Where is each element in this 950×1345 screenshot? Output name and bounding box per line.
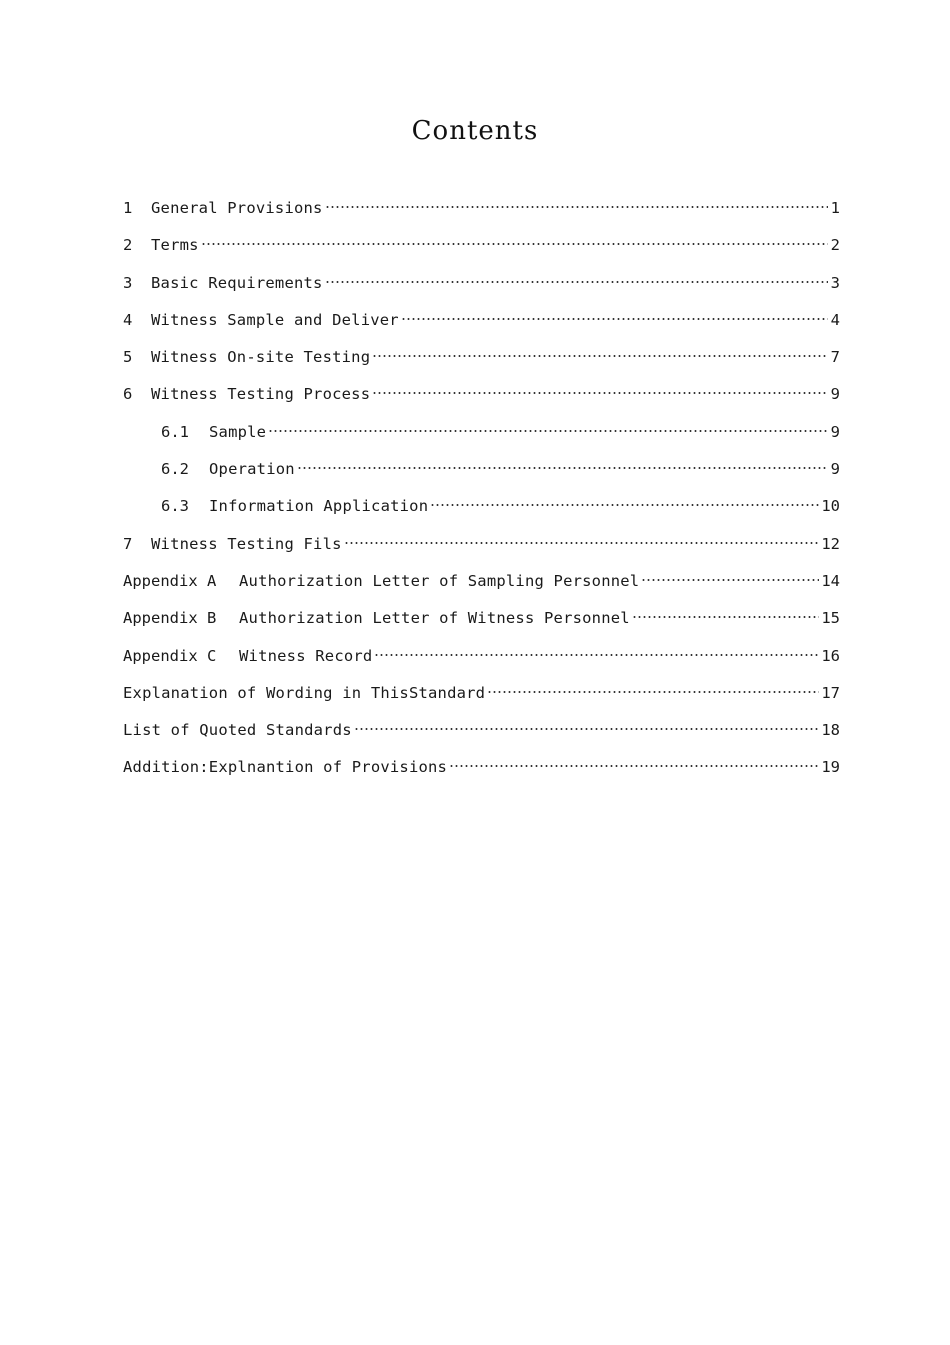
- toc-entry-number: 5: [123, 348, 133, 367]
- toc-entry-appendix-b[interactable]: [123, 609, 840, 646]
- dot-leader: [401, 317, 828, 321]
- toc-entry-page: 18: [821, 721, 840, 740]
- toc-entry-2[interactable]: [123, 236, 840, 273]
- dot-leader: [201, 242, 828, 246]
- toc-entry-explanation-of-provisions[interactable]: [123, 758, 840, 795]
- toc-entry-page: 15: [821, 609, 840, 628]
- toc-entry-number: 7: [123, 534, 133, 553]
- toc-entry-page: 16: [821, 646, 840, 665]
- toc-entry-label: Witness Testing Process: [151, 385, 371, 404]
- toc-entry-label: Terms: [151, 236, 199, 255]
- toc-entry-page: 9: [830, 385, 840, 404]
- toc-entry-6[interactable]: [123, 385, 840, 422]
- toc-entry-quoted-standards[interactable]: [123, 721, 840, 758]
- toc-entry-page: 3: [830, 273, 840, 292]
- toc-entry-label: Explanation of Wording in ThisStandard: [123, 683, 486, 702]
- toc-entry-explanation-of-wording[interactable]: [123, 684, 840, 721]
- dot-leader: [641, 578, 819, 582]
- table-of-contents: [123, 199, 840, 796]
- toc-entry-page: 17: [821, 683, 840, 702]
- toc-entry-label: Authorization Letter of Sampling Personnel: [239, 571, 640, 590]
- toc-entry-4[interactable]: [123, 311, 840, 348]
- toc-entry-label: Witness Sample and Deliver: [151, 310, 399, 329]
- toc-entry-label: Operation: [209, 460, 295, 479]
- dot-leader: [354, 727, 820, 731]
- toc-entry-label: Information Application: [209, 497, 429, 516]
- dot-leader: [487, 690, 819, 694]
- toc-entry-label: List of Quoted Standards: [123, 721, 352, 740]
- toc-entry-number: Appendix A: [123, 571, 217, 590]
- toc-entry-number: Appendix C: [123, 646, 217, 665]
- toc-entry-page: 9: [830, 422, 840, 441]
- toc-entry-label: Authorization Letter of Witness Personnel: [239, 609, 630, 628]
- toc-entry-label: Witness Record: [239, 646, 373, 665]
- toc-entry-page: 19: [821, 758, 840, 777]
- dot-leader: [325, 280, 828, 284]
- toc-entry-number: 1: [123, 199, 133, 217]
- toc-entry-3[interactable]: [123, 274, 840, 311]
- toc-entry-appendix-c[interactable]: [123, 647, 840, 684]
- toc-entry-page: 14: [821, 571, 840, 590]
- toc-entry-1[interactable]: [123, 199, 840, 236]
- toc-entry-page: 10: [821, 497, 840, 516]
- dot-leader: [372, 354, 828, 358]
- toc-entry-number: 6.2: [161, 460, 189, 479]
- toc-entry-5[interactable]: [123, 348, 840, 385]
- toc-entry-page: 12: [821, 534, 840, 553]
- dot-leader: [449, 764, 819, 768]
- toc-entry-page: 4: [830, 310, 840, 329]
- toc-entry-page: 7: [830, 348, 840, 367]
- toc-entry-7[interactable]: [123, 535, 840, 572]
- dot-leader: [632, 615, 820, 619]
- toc-entry-label: Witness On-site Testing: [151, 348, 371, 367]
- toc-entry-appendix-a[interactable]: [123, 572, 840, 609]
- toc-entry-6-3[interactable]: [123, 497, 840, 534]
- toc-entry-number: 2: [123, 236, 133, 255]
- page-title: Contents: [411, 116, 539, 146]
- dot-leader: [325, 205, 828, 209]
- toc-entry-page: 2: [830, 236, 840, 255]
- toc-entry-label: General Provisions: [151, 199, 323, 217]
- dot-leader: [372, 391, 828, 395]
- toc-entry-page: 1: [830, 199, 840, 217]
- toc-entry-label: Addition:Explnantion of Provisions: [123, 758, 448, 777]
- toc-entry-number: 6.3: [161, 497, 189, 516]
- dot-leader: [268, 429, 828, 433]
- toc-entry-page: 9: [830, 460, 840, 479]
- toc-entry-6-1[interactable]: [123, 423, 840, 460]
- toc-entry-number: 6.1: [161, 422, 189, 441]
- dot-leader: [344, 541, 820, 545]
- toc-entry-number: 4: [123, 310, 133, 329]
- toc-entry-number: 3: [123, 273, 133, 292]
- toc-entry-number: Appendix B: [123, 609, 217, 628]
- dot-leader: [374, 653, 819, 657]
- toc-entry-number: 6: [123, 385, 133, 404]
- toc-entry-6-2[interactable]: [123, 460, 840, 497]
- toc-entry-label: Basic Requirements: [151, 273, 323, 292]
- dot-leader: [430, 503, 819, 507]
- toc-entry-label: Sample: [209, 422, 267, 441]
- dot-leader: [297, 466, 828, 470]
- toc-entry-label: Witness Testing Fils: [151, 534, 342, 553]
